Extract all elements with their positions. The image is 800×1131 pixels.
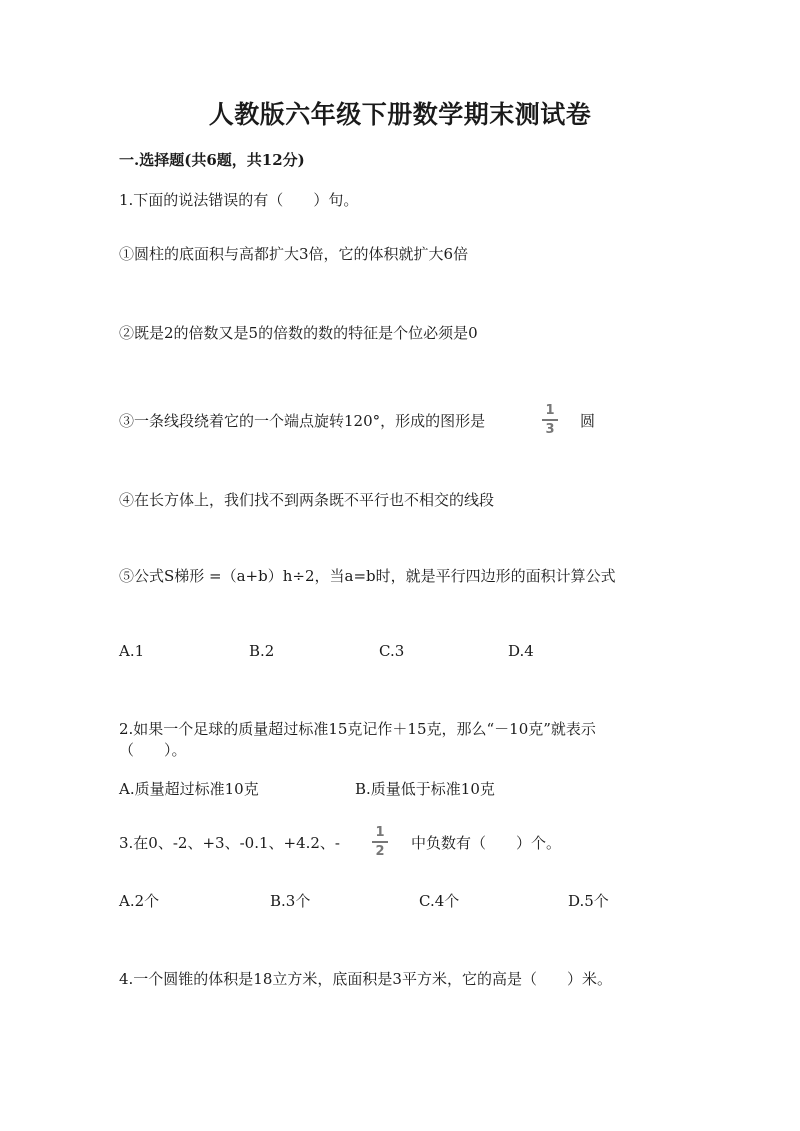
question-1-statement-3 [119, 410, 485, 431]
question-1-statement-5: ⑤公式S梯形 =（a+b）h÷2，当a=b时，就是平行四边形的面积计算公式 [119, 567, 616, 585]
question-1-option-c[interactable]: C.3 [379, 642, 405, 660]
statement-3-text: ③一条线段绕着它的一个端点旋转120°，形成的图形是 [119, 412, 486, 430]
question-3-stem [119, 832, 340, 853]
fraction-denominator: 3 [545, 421, 555, 437]
question-1-statement-2: ②既是2的倍数又是5的倍数的数的特征是个位必须是0 [119, 324, 478, 342]
fraction-numerator: 1 [545, 403, 555, 418]
question-2-stem-line-2: （ ）。 [119, 741, 187, 759]
question-3-option-c[interactable]: C.4个 [419, 892, 460, 910]
question-1-option-d[interactable]: D.4 [508, 642, 534, 660]
fraction-bar [372, 841, 388, 843]
section-heading: 一.选择题(共6题，共12分) [119, 151, 305, 169]
fraction-one-half [372, 825, 388, 859]
question-1-option-a[interactable]: A.1 [119, 642, 145, 660]
fraction-denominator: 2 [375, 843, 385, 859]
page-title: 人教版六年级下册数学期末测试卷 [208, 100, 592, 129]
question-3-option-d[interactable]: D.5个 [568, 892, 609, 910]
question-2-option-a[interactable]: A.质量超过标准10克 [119, 780, 259, 798]
question-1-stem: 1.下面的说法错误的有（ ）句。 [119, 191, 359, 209]
question-1-option-b[interactable]: B.2 [249, 642, 275, 660]
question-4-stem: 4.一个圆锥的体积是18立方米，底面积是3平方米，它的高是（ ）米。 [119, 970, 612, 988]
question-3-option-b[interactable]: B.3个 [270, 892, 311, 910]
question-2-stem-line-1: 2.如果一个足球的质量超过标准15克记作＋15克，那么“－10克”就表示 [119, 720, 596, 738]
question-1-statement-1: ①圆柱的底面积与高都扩大3倍，它的体积就扩大6倍 [119, 245, 469, 263]
question-1-statement-4: ④在长方体上，我们找不到两条既不平行也不相交的线段 [119, 491, 495, 509]
fraction-bar [542, 419, 558, 421]
question-3-stem-suffix: 中负数有（ ）个。 [411, 834, 562, 852]
question-2-option-b[interactable]: B.质量低于标准10克 [355, 780, 495, 798]
fraction-one-third [542, 403, 558, 437]
statement-3-suffix: 圆 [580, 412, 596, 430]
fraction-numerator: 1 [375, 825, 385, 840]
question-3-option-a[interactable]: A.2个 [119, 892, 160, 910]
question-3-stem-text: 3.在0、-2、+3、-0.1、+4.2、- [119, 834, 340, 852]
